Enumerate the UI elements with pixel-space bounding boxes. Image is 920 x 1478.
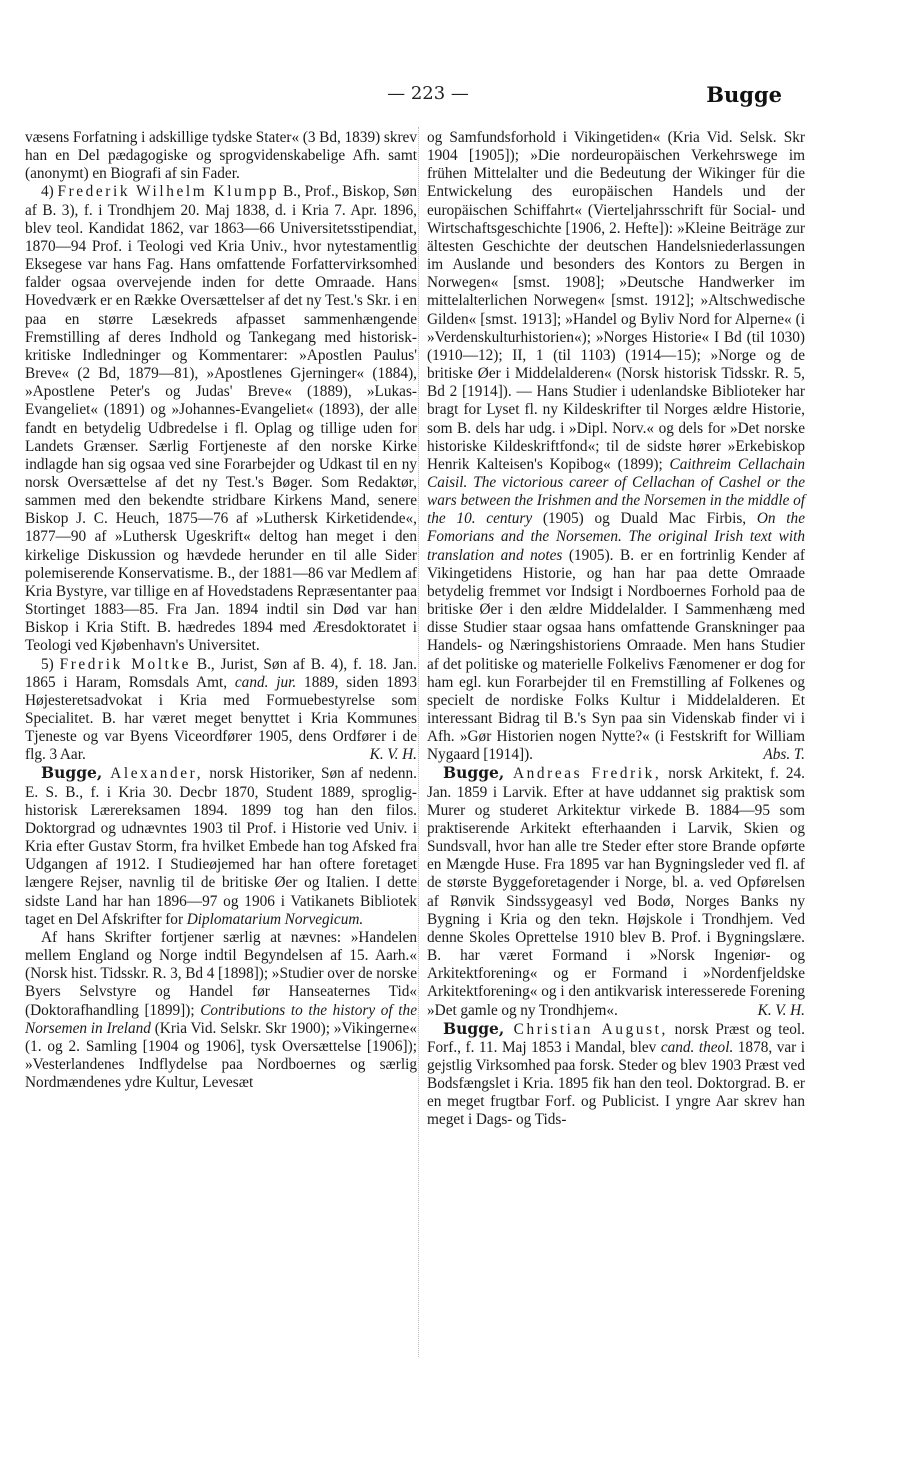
entry-bugge-alexander [25,764,417,928]
entry-continuation [25,129,417,183]
person-name: Christian August, [504,1020,668,1038]
paragraph-text: 1889, siden 1893 Højesteretsadvokat i Kria med Formuebestyrelse som Specialitet. B. har været meget benyttet i Kria Kommunes Tjeneste og var Byens Viceordfører 1905, dens Ordfører i de flg. 3 Aar. [25,673,417,764]
paragraph-text: B., Prof., Biskop, Søn af B. 3), f. i Trondhjem 20. Maj 1838, d. i Kria 7. Apr. 1896, blev teol. Kandidat 1862, var 1863—66 Universitetsstipendiat, 1870—94 Prof. i Teologi ved Kria Univ., hvor nytestamentlig Eksegese var hans Fag. Hans omfattende Forfattervirksomhed falder ogsaa overvejende inden for dette Omraade. Hans Hovedværk er en Række Oversættelser af det ny Test.'s Skr. i en paa en større Læsekreds afpasset sammenhængende Fremstilling af deres Indhold og Tankegang med historisk-kritiske Indledninger og Kommentarer: »Apostlen Paulus' Breve« (2 Bd, 1879—81), »Apostlenes Gjerninger« (1884), »Apostlene Peter's og Judas' Breve« (1889), »Lukas-Evangeliet« (1891) og »Johannes-Evangeliet« (1893), der alle fandt en betydelig Udbredelse i fl. Oplag og tillige uden for Landets Grænser. Særlig Fortjeneste af den norske Kirke indlagde han sig ogsaa ved sine Forarbejder og Udkast til en ny norsk Oversættelse af det ny Test.'s Bøger. Som Redaktør, sammen med den bekendte stridbare Kirkens Mand, senere Biskop J. C. Heuch, 1875—76 af »Luthersk Kirketidende«, 1877—90 af »Luthersk Ugeskrift« deltog han meget i den kirkelige Diskussion og hævdede herunder en til alle Sider polemiserende Konservatisme. B., der 1881—86 var Medlem af Kria Bystyre, var tillige en af Hovedstadens Repræsentanter paa Stortinget 1883—85. Fra Jan. 1894 indtil sin Død var han Biskop i Kria Stift. B. hædredes 1894 med Æresdoktoratet i Teologi ved Kjøbenhavn's Universitet. [25,183,417,655]
author-signature: K. V. H. [369,746,417,764]
italic-term: cand. jur. [234,673,297,691]
page-header [0,83,920,107]
paragraph-text: (1905). B. er en fortrinlig Kender af Vikingetidens Historie, og han har paa dette Omraade betydelig fremmet vor Indsigt i Nordboernes Forhold paa de britiske Øer i den ældre Middelalder. I Sammenhæng med disse Studier staar ogsaa hans omfattende Granskninger paa Handels- og Næringshistoriens Omraade. Men hans Studier af det politiske og materielle Folkelivs Fænomener er dog for ham egl. kun Forarbejder til en Fremstilling af Folkenes og specielt de nordiske Folks Kultur i Middelalderen. Et interessant Bidrag til B.'s Syn paa sin Videnskab finder vi i Afh. »Gør Historien nogen Nytte?« (i Festskrift for William Nygaard [1914]). [427,546,805,764]
entry-paragraph-writings [25,929,417,1092]
left-column [25,129,417,1092]
author-signature: Abs. T. [763,746,805,764]
person-name: Fredrik Moltke [59,655,192,673]
entry-frederik-wilhelm-klumpp [25,183,417,655]
paragraph-text: norsk Præst og teol. Forf., f. 11. Maj 1853 i Mandal, blev [427,1020,806,1056]
entry-number: 4) [41,183,58,201]
entry-bugge-christian-august [427,1020,805,1130]
entry-fredrik-moltke [25,656,417,765]
entry-bugge-andreas-fredrik [427,764,805,1019]
headword: Bugge, [41,763,103,783]
paragraph-text: 1878, var i gejstlig Virksomhed paa forsk. Steder og blev 1903 Præst ved Bodsfængslet i Kria. 1895 fik han den teol. Doktorgrad. B. er en meget frugtbar Forf. og Publicist. I yngre Aar skrev han meget i Dags- og Tids- [427,1038,805,1129]
entry-number: 5) [41,655,60,673]
headword: Bugge, [443,1018,505,1038]
paragraph-text: og Samfundsforhold i Vikingetiden« (Kria Vid. Selsk. Skr 1904 [1905]); »Die nordeuropäischen Verkehrswege im frühen Mittelalter und die Bedeutung der Wikinger für die Entwickelung des europäischen Handels und der europäischen Schiffahrt« (Vierteljahrsschrift für Social- und Wirtschaftsgeschichte [1906, 2. Hefte]): »Kleine Beiträge zur ältesten Geschichte der deutschen Handelsniederlassungen im Auslande und besonders des Kontors zu Bergen in Norwegen« [smst. 1908]; »Deutsche Handwerker im mittelalterlichen Norwegen« [smst. 1912]; »Altschwedische Gilden« [smst. 1913]; »Handel og Byliv Nord for Alperne« (i »Verdenskulturhistorien«); »Norges Historie« I Bd (til 1030) (1910—12); II, 1 (til 1103) (1914—15); »Norge og de britiske Øer i Middelalderen« (Norsk historisk Tidsskr. R. 5, Bd 2 [1914]). — Hans Studier i udenlandske Biblioteker har bragt for Lyset fl. ny Kildeskrifter til Norges ældre Historie, som B. dels har udg. i »Dipl. Norv.« og dels for »Det norske historiske Kildeskriftfond«; til de sidste hører »Erkebiskop Henrik Kalteisen's Kopibog« (1899); [427,129,805,473]
headword: Bugge, [443,763,505,783]
paragraph-text: væsens Forfatning i adskillige tydske Stater« (3 Bd, 1839) skrev han en Del pædagogiske og sprogvidenskabelige Afh. samt (anonymt) en Biografi af sin Fader. [25,129,417,183]
right-column [427,129,805,1130]
paragraph-text: norsk Arkitekt, f. 24. Jan. 1859 i Larvik. Efter at have uddannet sig praktisk som Murer og studeret Arkitektur virkede B. 1884—95 som praktiserende Arkitekt efterhaanden i Larvik, Skien og Sundsvall, hvor han alle tre Steder efter store Brande opførte en Mængde Huse. Fra 1895 var han Bygningsleder ved fl. af de største Byggeforetagender i Norge, bl. a. ved Opførelsen af Rønvik Sindssygeasyl ved Bodø, Norges Banks ny Bygning i Kria og den tekn. Højskole i Trondhjem. Ved denne Skoles Oprettelse 1910 blev B. Prof. i Bygningslære. B. har været Formand i »Norsk Ingeniør- og Arkitektforening« og er Formand i »Nordenfjeldske Arkitektforening« og i den antikvarisk interesserede Forening »Det gamle og ny Trondhjem«. [427,765,805,1019]
italic-title: On the Fomorians and the Norsemen. The original Irish text with translation and notes [427,510,805,564]
paragraph-text: B., Jurist, Søn af B. 4), f. 18. Jan. 1865 i Haram, Romsdals Amt, [25,655,417,691]
entry-continuation [427,129,805,764]
paragraph-text: (Kria Vid. Selskr. Skr 1900); »Vikingerne« (1. og 2. Samling [1904 og 1906], tysk Oversættelse [1906]); »Vesterlandenes Indflydelse paa Nordboernes og særlig Nordmændenes ydre Kultur, Levesæt [25,1019,417,1092]
paragraph-text: Af hans Skrifter fortjener særlig at nævnes: »Handelen mellem England og Norge indtil Begyndelsen af 15. Aarh.« (Norsk hist. Tidsskr. R. 3, Bd 4 [1898]); »Studier over de norske Byers Selvstyre og Handel før Hanseaternes Tid« (Doktorafhandling [1899]); [25,928,417,1019]
italic-term: Diplomatarium Norvegicum. [186,910,364,928]
author-signature: K. V. H. [757,1001,805,1019]
running-head: Bugge [706,82,782,107]
person-name: Alexander, [102,765,204,783]
page-number: — 223 — [387,83,469,104]
italic-term: cand. theol. [660,1038,734,1056]
person-name: Frederik Wilhelm Klumpp [57,183,280,201]
person-name: Andreas Fredrik, [504,765,662,783]
paragraph-text: norsk Historiker, Søn af nedenn. E. S. B., f. i Kria 30. Decbr 1870, Student 1889, sproglig-historisk Lærereksamen 1894. 1899 tog han den filos. Doktorgrad og udnævntes 1903 til Prof. i Historie ved Univ. i Kria efter Gustav Storm, fra hvilket Embede han tog Afsked fra Udgangen af 1912. I Studieøjemed har han oftere foretaget længere Rejser, navnlig til de britiske Øer og Italien. I dette sidste Land har han 1896—97 og 1906 i Vatikanets Bibliotek taget en Del Afskrifter for [25,765,417,928]
italic-title: Contributions to the history of the Norsemen in Ireland [25,1001,417,1037]
column-divider [418,127,419,1357]
paragraph-text: (1905) og Duald Mac Firbis, [532,510,757,528]
italic-title: Caithreim Cellachain Caisil. The victorious career of Cellachan of Cashel or the wars between the Irishmen and the Norsemen in the middle of the 10. century [427,455,805,528]
